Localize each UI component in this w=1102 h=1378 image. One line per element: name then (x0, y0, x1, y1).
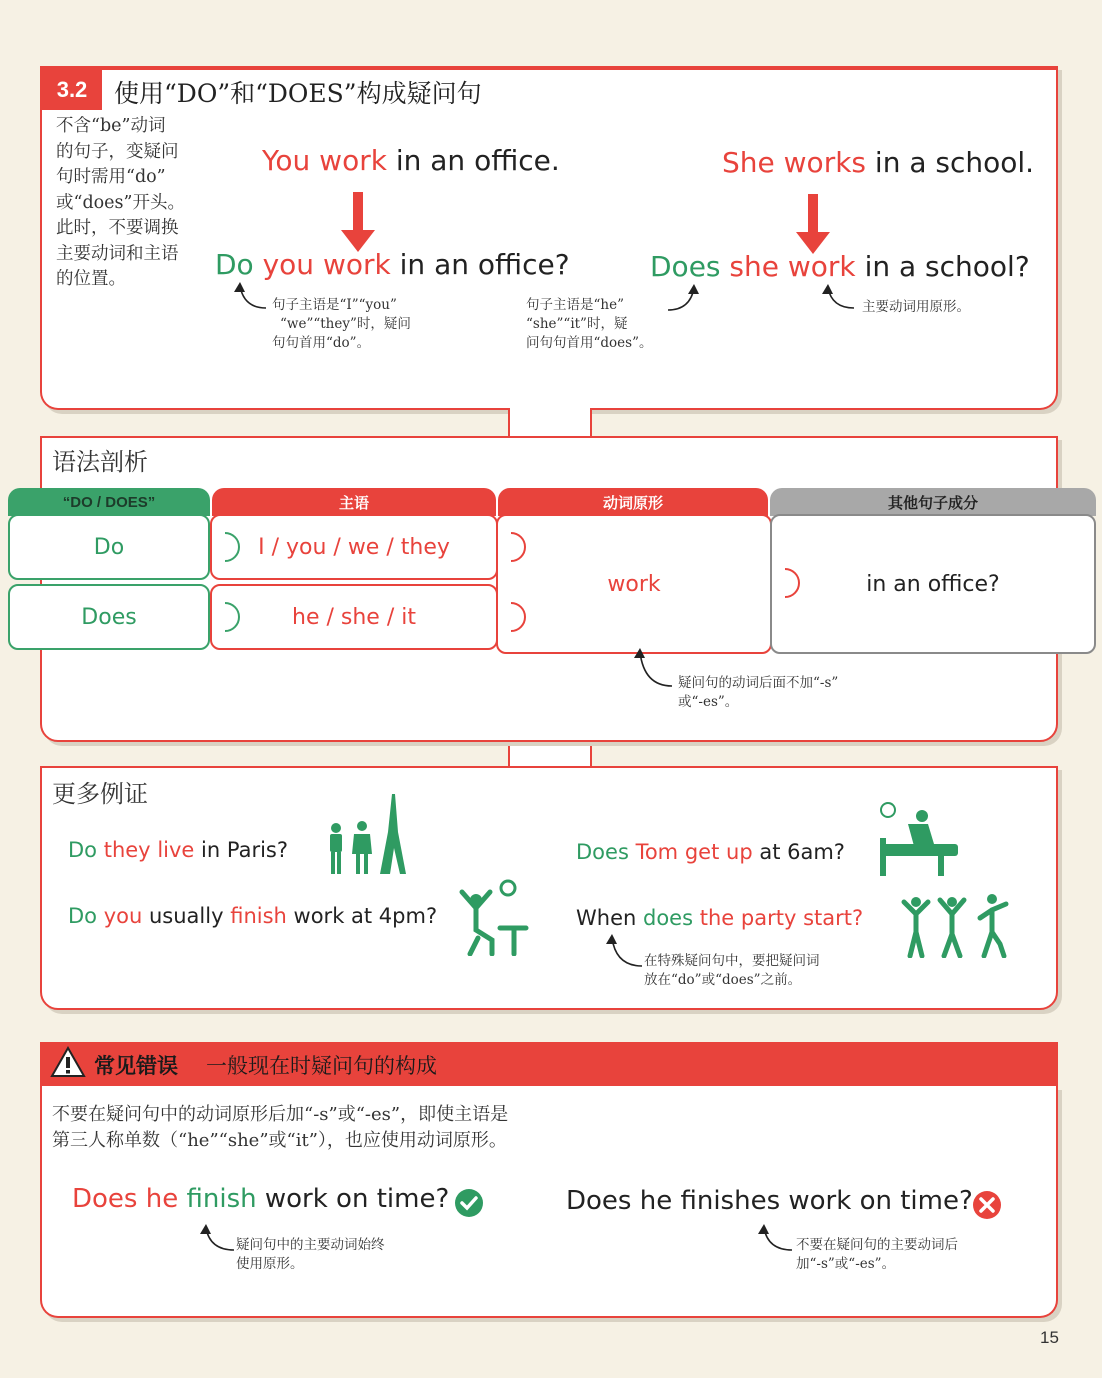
rest-phrase: in an office? (770, 514, 1096, 654)
note-verb: 疑问句的动词后面不加“-s” 或“-es”。 (678, 675, 839, 710)
intro-text: 不含“be”动词 的句子，变疑问 句时需用“do” 或“does”开头。 此时，不要调换 主要动词和主语 的位置。 (56, 116, 185, 289)
transform-arrow-left (353, 192, 363, 232)
note-do: 句子主语是“I”“you” “we”“they”时，疑问 句句首用“do”。 (272, 297, 411, 351)
tab-other: 其他句子成分 (770, 488, 1096, 516)
tab-base-verb: 动词原形 (498, 488, 768, 516)
pointer-arrow-base (818, 282, 858, 314)
pointer-arrow-verb (630, 646, 674, 692)
subject-singular: he / she / it (210, 584, 498, 650)
more-heading: 更多例证 (52, 780, 148, 808)
section-panel (40, 66, 1058, 410)
left-statement: You work in an office. (262, 144, 560, 177)
cross-icon (972, 1190, 1002, 1220)
right-statement: She works in a school. (722, 146, 1035, 179)
panel-connector (508, 740, 592, 768)
example-finish-work: Do you usually finish work at 4pm? (68, 904, 438, 928)
left-question: Do you work in an office? (215, 248, 570, 281)
section-title: 使用“DO”和“DOES”构成疑问句 (114, 79, 482, 108)
transform-arrow-right (808, 194, 818, 234)
note-correct: 疑问句中的主要动词始终 使用原形。 (236, 1237, 385, 1272)
example-paris: Do they live in Paris? (68, 838, 288, 862)
section-number-badge: 3.2 (42, 70, 102, 110)
pointer-arrow-do (230, 280, 270, 312)
pointer-arrow-does (664, 282, 704, 314)
aux-do: Do (8, 514, 210, 580)
mistakes-header (40, 1042, 1058, 1086)
grammar-heading: 语法剖析 (52, 448, 148, 476)
correct-example: Does he finish work on time? (72, 1184, 450, 1214)
note-does: 句子主语是“he” “she”“it”时，疑 问句句首用“does”。 (526, 297, 653, 351)
note-base-form: 主要动词用原形。 (862, 299, 970, 315)
mistakes-label: 常见错误 (94, 1053, 178, 1078)
checkmark-icon (454, 1188, 484, 1218)
tab-do-does: “DO / DOES” (8, 488, 210, 516)
eiffel-tower-couple-icon (324, 792, 416, 876)
pointer-arrow-wrong (754, 1222, 794, 1254)
right-question: Does she work in a school? (650, 250, 1030, 283)
aux-does: Does (8, 584, 210, 650)
pointer-arrow-correct (196, 1222, 236, 1254)
note-question-word: 在特殊疑问句中，要把疑问词 放在“do”或“does”之前。 (644, 953, 820, 988)
wrong-example: Does he finishes work on time? (566, 1186, 973, 1216)
mistakes-title: 一般现在时疑问句的构成 (206, 1054, 437, 1078)
note-wrong: 不要在疑问句的主要动词后 加“-s”或“-es”。 (796, 1237, 958, 1272)
example-party: When does the party start? (576, 906, 864, 930)
subject-plural: I / you / we / they (210, 514, 498, 580)
verb-work: work (496, 514, 772, 654)
person-working-desk-icon (456, 878, 532, 956)
tab-subject: 主语 (212, 488, 496, 516)
warning-icon (50, 1046, 86, 1078)
page-number: 15 (1040, 1328, 1059, 1347)
people-dancing-party-icon (900, 892, 1012, 958)
mistakes-body: 不要在疑问句中的动词原形后加“-s”或“-es”，即使主语是 第三人称单数（“he”“she”或“it”），也应使用动词原形。 (52, 1104, 509, 1151)
example-get-up: Does Tom get up at 6am? (576, 840, 845, 864)
person-waking-up-bed-icon (878, 800, 960, 878)
pointer-arrow-question-word (602, 932, 646, 972)
